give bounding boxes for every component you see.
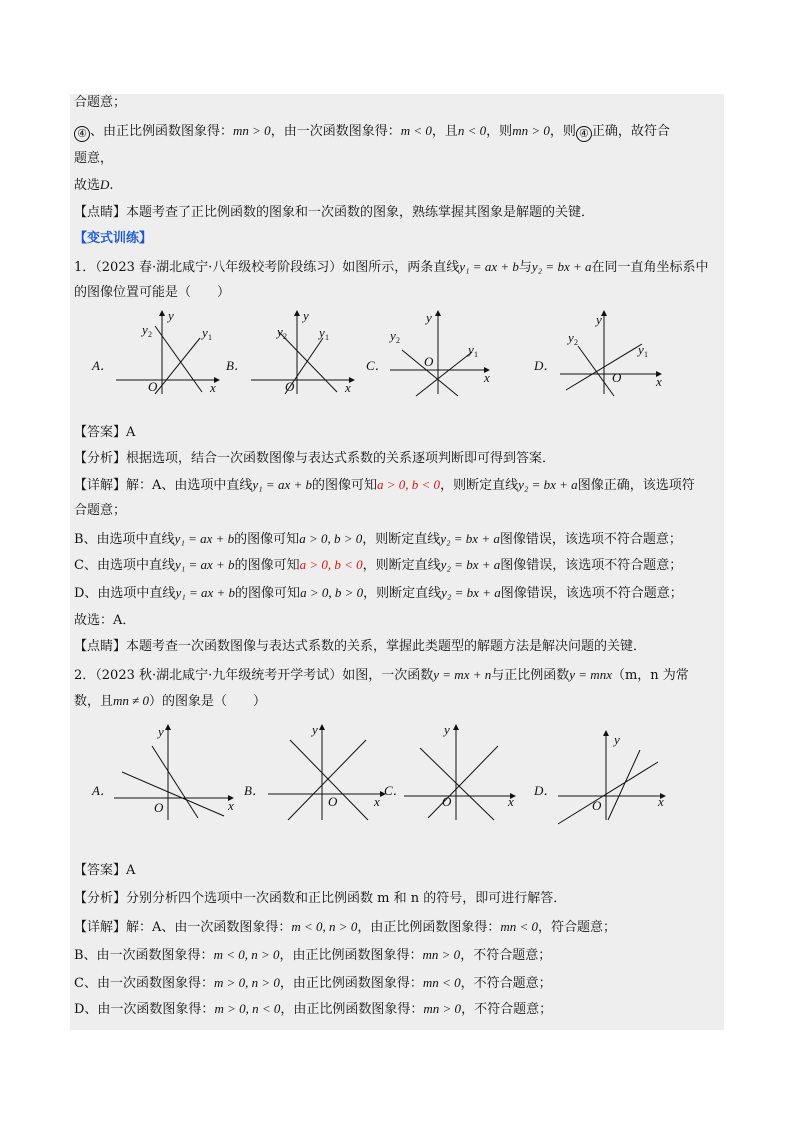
option-b-label: B． (226, 358, 247, 373)
svg-text:y: y (312, 722, 318, 737)
circle-number: ④ (74, 126, 90, 142)
graph-2a (112, 722, 242, 822)
svg-text:x: x (374, 794, 380, 809)
text-line: 合题意； (74, 95, 127, 110)
svg-text:y: y (168, 308, 174, 323)
svg-text:x: x (228, 798, 234, 813)
svg-text:y: y (202, 325, 208, 340)
svg-text:y: y (614, 732, 620, 747)
detail-1: 【详解】解：A、由选项中直线y₁ = ax + b的图像可知a > 0, b < 0，则断定直线y₂ = bx + a图像正确，该选项符 (74, 477, 695, 493)
detail-1-d: D、由选项中直线y₁ = ax + b的图像可知a > 0, b > 0，则断定直线y₂ = bx + a图像错误，该选项不符合题意； (74, 585, 683, 601)
detail-1-b: B、由选项中直线y₁ = ax + b的图像可知a > 0, b > 0，则断定直线y₂ = bx + a图像错误，该选项不符合题意； (74, 531, 682, 547)
section-heading: 【变式训练】 (74, 231, 153, 246)
svg-text:2: 2 (148, 330, 152, 339)
svg-text:1: 1 (325, 333, 329, 342)
svg-text:2: 2 (396, 336, 400, 345)
question-1: 1．（2023 春·湖北咸宁·八年级校考阶段练习）如图所示，两条直线y₁ = ax + b与y₂ = bx + a在同一直角坐标系中 (74, 259, 709, 275)
option-b-label: B． (244, 783, 265, 798)
svg-text:x: x (484, 370, 490, 385)
svg-text:x: x (658, 794, 664, 809)
graph-1c (388, 310, 498, 395)
selection-1: 故选：A． (74, 613, 136, 628)
detail-2-b: B、由一次函数图象得：m < 0, n > 0，由正比例函数图象得：mn > 0，不符合题意； (74, 947, 552, 963)
svg-text:x: x (508, 794, 514, 809)
svg-text:O: O (154, 800, 164, 815)
svg-text:y: y (444, 722, 450, 737)
svg-text:1: 1 (208, 333, 212, 342)
svg-text:y: y (390, 328, 396, 343)
svg-text:1: 1 (644, 350, 648, 359)
svg-text:x: x (210, 380, 216, 395)
detail-1-cont: 合题意； (74, 503, 127, 518)
detail-2: 【详解】解：A、由一次函数图象得：m < 0, n > 0，由正比例函数图象得：mn < 0，符合题意； (74, 919, 617, 935)
detail-2-c: C、由一次函数图象得：m > 0, n > 0，由正比例函数图象得：mn < 0，不符合题意； (74, 975, 552, 991)
question-2-cont: 数，且mn ≠ 0）的图象是（ ） (74, 693, 267, 709)
svg-text:O: O (592, 798, 602, 813)
option-a-label: A． (92, 358, 113, 373)
point-1: 【点睛】本题考查一次函数图像与表达式系数的关系，掌握此类题型的解题方法是解决问题的关键． (74, 639, 647, 654)
text-line: 故选D. (74, 177, 114, 193)
detail-2-d: D、由一次函数图象得：m > 0, n < 0，由正比例函数图象得：mn > 0，不符合题意； (74, 1001, 553, 1017)
svg-text:y: y (638, 342, 644, 357)
analysis-2: 【分析】分别分析四个选项中一次函数和正比例函数 m 和 n 的符号，即可进行解答． (74, 891, 567, 906)
svg-text:y: y (596, 312, 602, 327)
option-d-label: D． (534, 358, 557, 373)
option-c-label: C． (384, 783, 406, 798)
analysis-1: 【分析】根据选项，结合一次函数图像与表达式系数的关系逐项判断即可得到答案． (74, 451, 556, 466)
svg-text:y: y (158, 724, 164, 739)
svg-text:y: y (319, 325, 325, 340)
svg-text:x: x (345, 380, 351, 395)
svg-text:y: y (142, 322, 148, 337)
option-d-label: D． (534, 783, 557, 798)
svg-text:y: y (568, 330, 574, 345)
svg-text:1: 1 (474, 350, 478, 359)
svg-text:y: y (277, 324, 283, 339)
graph-2d (556, 722, 686, 822)
graph-2c (400, 722, 530, 822)
svg-text:O: O (285, 379, 295, 394)
detail-1-c: C、由选项中直线y₁ = ax + b的图像可知a > 0, b < 0，则断定直线y₂ = bx + a图像错误，该选项不符合题意； (74, 557, 683, 573)
circle-number: ④ (576, 126, 592, 142)
text-line: ④ 、由正比例函数图象得：mn > 0，由一次函数图象得：m < 0，且n < 0，则mn > 0，则 ④ 正确，故符合 (74, 122, 670, 142)
graph-2b (264, 722, 394, 822)
svg-text:2: 2 (574, 338, 578, 347)
question-1-cont: 的图像位置可能是（ ） (74, 285, 231, 300)
svg-text:y: y (468, 342, 474, 357)
svg-text:y: y (426, 310, 432, 325)
answer-1: 【答案】A (74, 425, 136, 440)
svg-text:y: y (303, 308, 309, 323)
svg-text:O: O (612, 370, 622, 385)
graph-1d (556, 310, 666, 395)
svg-text:O: O (424, 354, 434, 369)
option-c-label: C． (366, 358, 388, 373)
svg-text:O: O (442, 794, 452, 809)
graph-1b (245, 310, 355, 395)
text-line: 【点睛】本题考查了正比例函数的图象和一次函数的图象，熟练掌握其图象是解题的关键． (74, 205, 595, 220)
option-a-label: A． (92, 783, 113, 798)
graph-1a (110, 310, 220, 395)
text-line: 题意， (74, 151, 114, 166)
svg-text:O: O (328, 794, 338, 809)
svg-text:x: x (656, 374, 662, 389)
question-2: 2．（2023 秋·湖北咸宁·九年级统考开学考试）如图，一次函数y = mx + n与正比例函数y = mnx（m，n 为常 (74, 667, 689, 683)
answer-2: 【答案】A (74, 863, 136, 878)
svg-text:O: O (148, 379, 158, 394)
svg-text:2: 2 (283, 332, 287, 341)
